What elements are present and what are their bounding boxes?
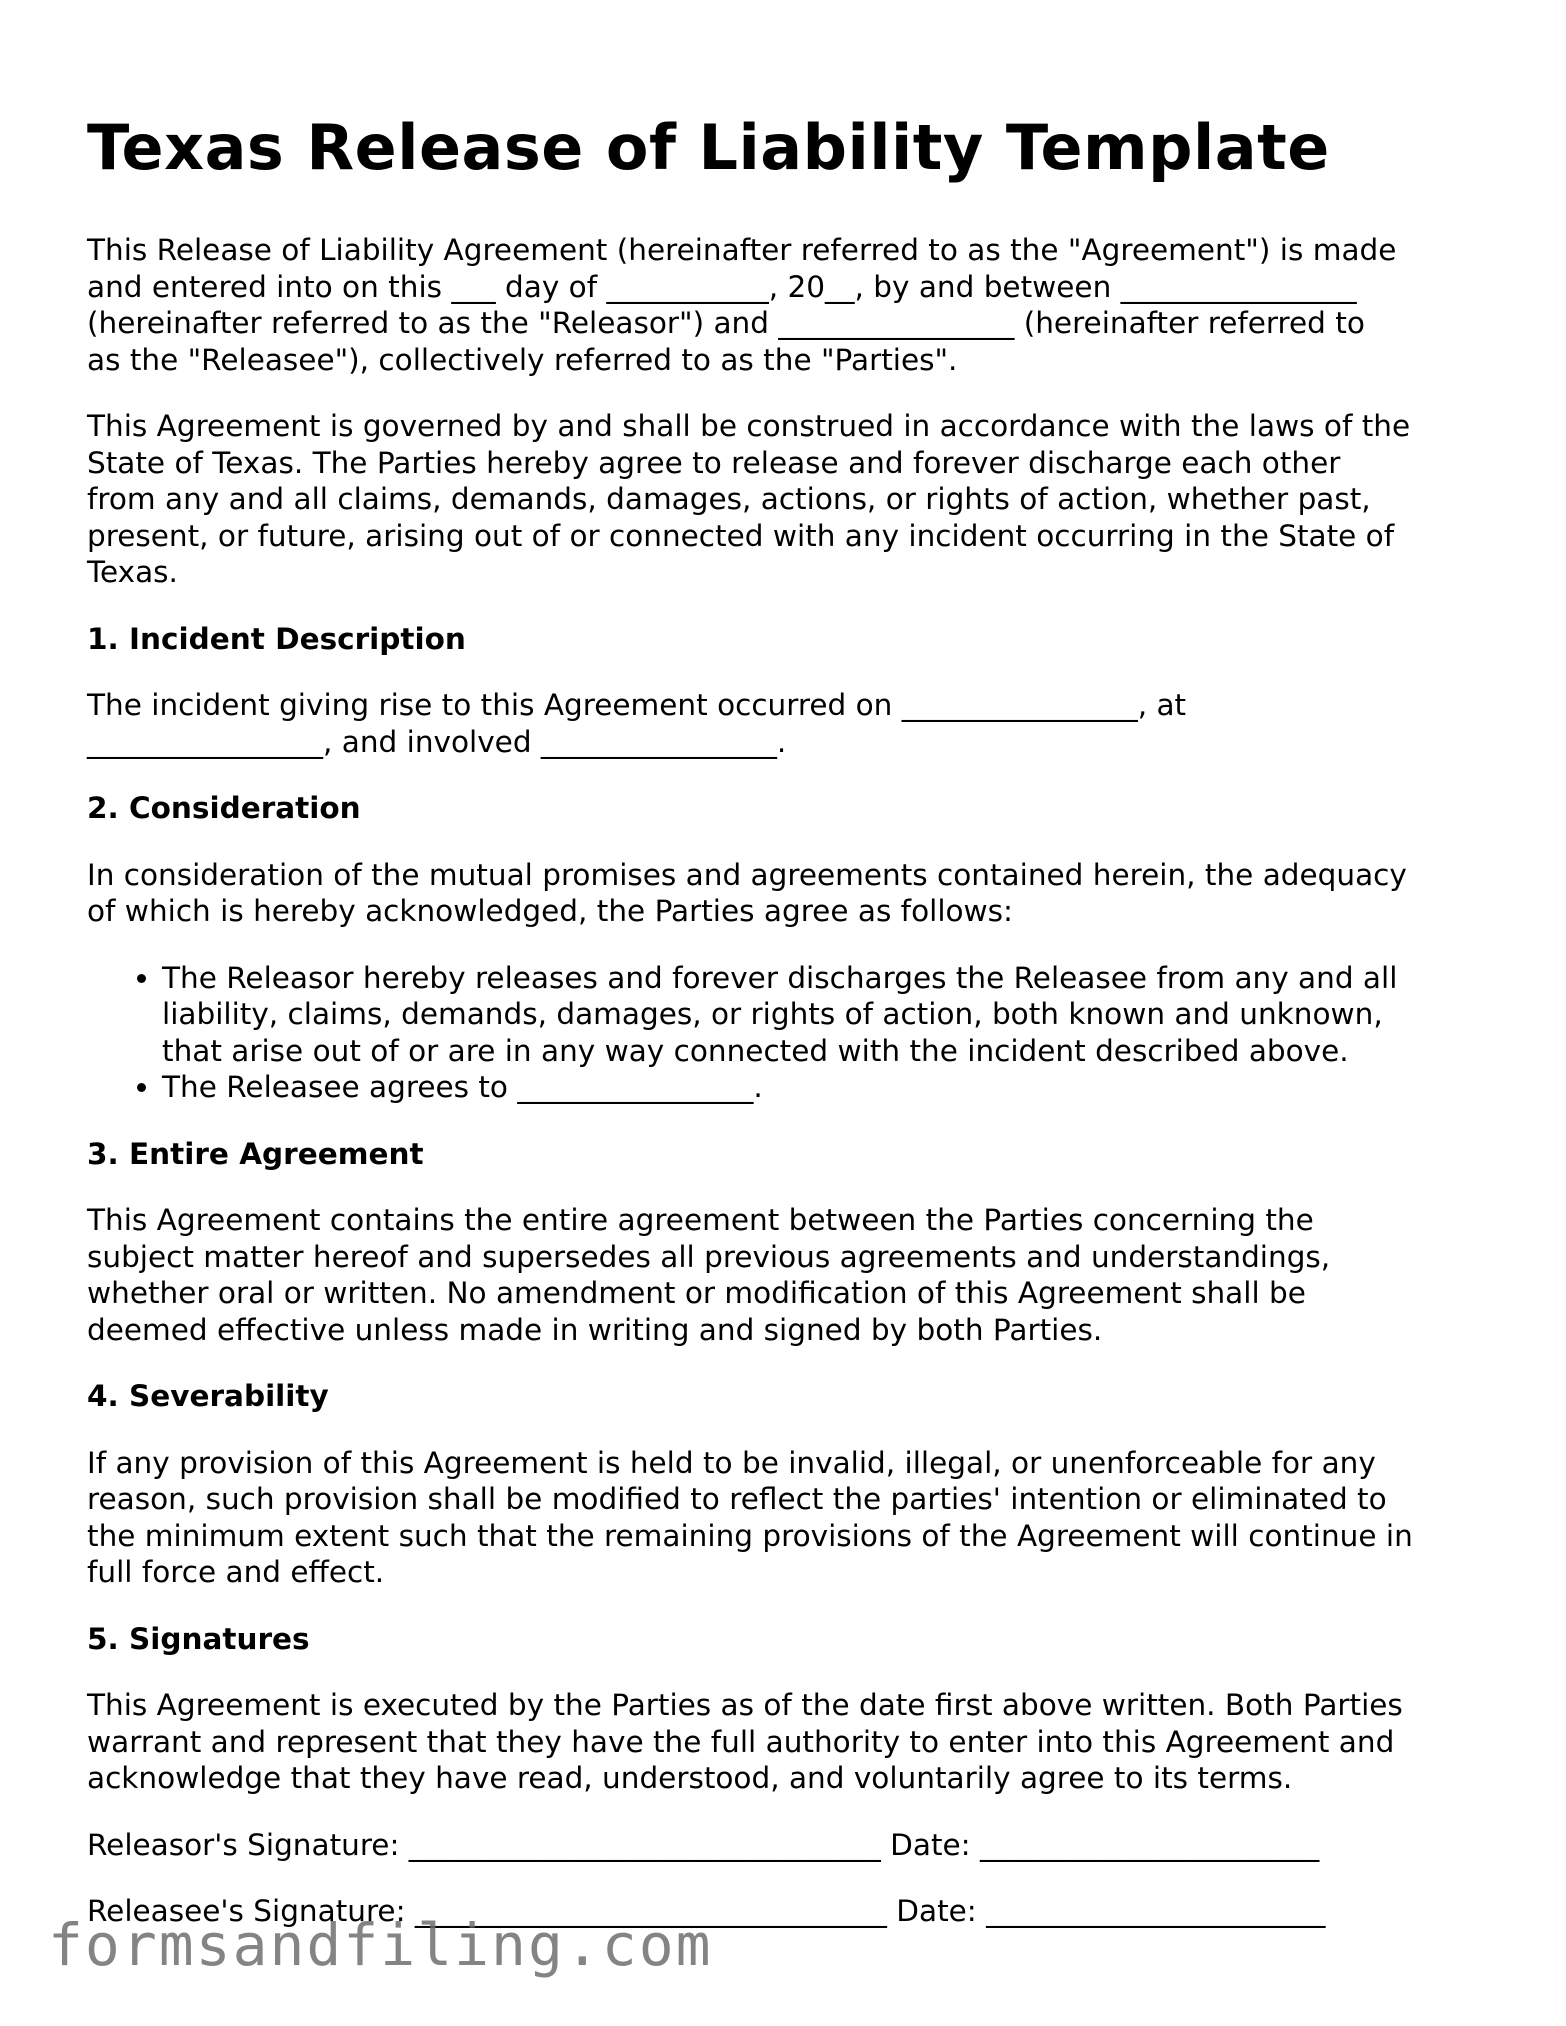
section-heading-severability: 4. Severability: [87, 1379, 329, 1413]
intro-paragraph: This Release of Liability Agreement (hereinafter referred to as the "Agreement") is made and entered into on this ___ day of ___________, 20__, by and between ________________ (hereinafter referred to as the "Releasor") and ________________ (hereinafter referred to as the "Releasee"), collectively referred to as the "Parties".: [87, 233, 1397, 377]
section-body-consideration: In consideration of the mutual promises and agreements contained herein, the adequacy of which is hereby acknowledged, the Parties agree as follows:: [87, 857, 1407, 928]
section-body-entire-agreement: This Agreement contains the entire agreement between the Parties concerning the subject matter hereof and supersedes all previous agreements and understandings, whether oral or written. No amendment or modification of this Agreement shall be deemed effective unless made in writing and signed by both Parties.: [87, 1203, 1331, 1347]
section-heading-incident: 1. Incident Description: [87, 621, 466, 656]
watermark-text: formsandfiling.com: [48, 1911, 713, 1979]
section-heading-signatures: 5. Signatures: [87, 1621, 310, 1656]
list-item: • The Releasor hereby releases and forever discharges the Releasee from any and all liability, claims, demands, damages, or rights of action, both known and unknown, that arise out of or are in any way connected with the incident described above.: [162, 960, 1487, 1070]
document-page: [87, 108, 1487, 1960]
section-heading-entire-agreement: 3. Entire Agreement: [87, 1136, 424, 1171]
section-heading-consideration: 2. Consideration: [87, 791, 361, 825]
releasor-signature-line: Releasor's Signature: ________________________________ Date: _______________________: [87, 1827, 1320, 1862]
section-body-incident: The incident giving rise to this Agreement occurred on ________________, at ________________, and involved ________________.: [87, 688, 1187, 759]
document-title: Texas Release of Liability Template: [87, 111, 1330, 184]
section-body-severability: If any provision of this Agreement is held to be invalid, illegal, or unenforceable for any reason, such provision shall be modified to reflect the parties' intention or eliminated to the minimum extent such that the remaining provisions of the Agreement will continue in full force and effect.: [87, 1445, 1413, 1589]
section-body-signatures: This Agreement is executed by the Parties as of the date first above written. Both Parties warrant and represent that they have the full authority to enter into this Agreement and acknowledge that they have read, understood, and voluntarily agree to its terms.: [87, 1688, 1403, 1795]
consideration-list: [87, 960, 1487, 1106]
list-item: • The Releasee agrees to ________________.: [162, 1069, 1487, 1106]
releasee-signature-line: Releasee's Signature: ________________________________ Date: _______________________: [87, 1894, 1326, 1928]
governing-law-paragraph: This Agreement is governed by and shall be construed in accordance with the laws of the State of Texas. The Parties hereby agree to release and forever discharge each other from any and all claims, demands, damages, actions, or rights of action, whether past, present, or future, arising out of or connected with any incident occurring in the State of Texas.: [87, 409, 1411, 589]
